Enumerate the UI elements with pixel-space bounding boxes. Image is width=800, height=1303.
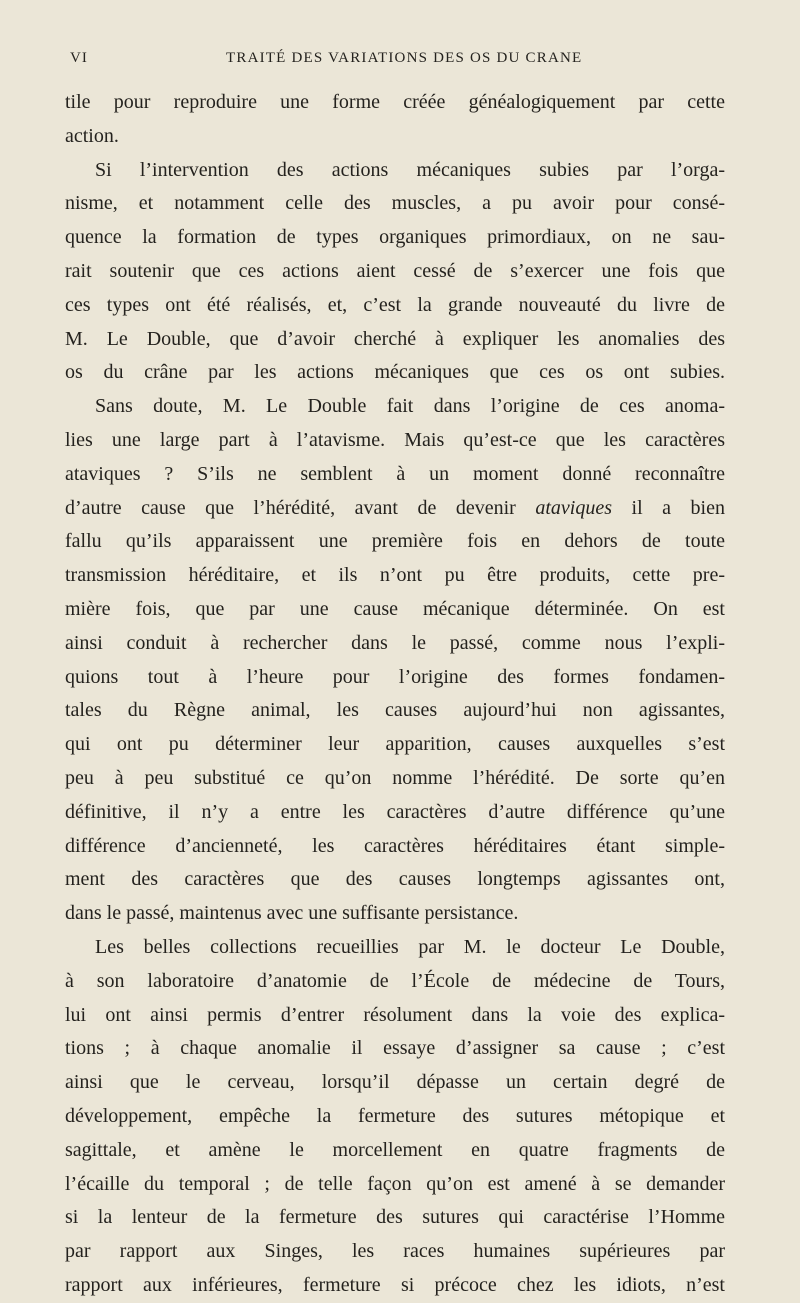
text-line: développement, empêche la fermeture des sutures métopique et	[65, 1104, 725, 1127]
text-segment: il a bien	[612, 496, 725, 519]
text-line: action.	[65, 124, 119, 147]
text-line: dans le passé, maintenus avec une suffisante persistance.	[65, 902, 519, 925]
text-line: ainsi que le cerveau, lorsqu’il dépasse un certain degré de	[65, 1071, 725, 1094]
text-line: sagittale, et amène le morcellement en quatre fragments de	[65, 1138, 725, 1161]
text-line: Les belles collections recueillies par M. le docteur Le Double,	[95, 935, 725, 958]
text-line: Si l’intervention des actions mécaniques subies par l’orga-	[95, 158, 725, 181]
text-line: mière fois, que par une cause mécanique déterminée. On est	[65, 597, 725, 620]
text-line: os du crâne par les actions mécaniques que ces os ont subies.	[65, 361, 725, 384]
text-line: lui ont ainsi permis d’entrer résolument dans la voie des explica-	[65, 1003, 725, 1026]
text-line: à son laboratoire d’anatomie de l’École de médecine de Tours,	[65, 969, 725, 992]
text-line	[65, 492, 725, 526]
text-line: l’écaille du temporal ; de telle façon qu’on est amené à se demander	[65, 1172, 725, 1195]
text-line: rapport aux inférieures, fermeture si précoce chez les idiots, n’est	[65, 1273, 725, 1296]
text-line: rait soutenir que ces actions aient cessé de s’exercer une fois que	[65, 259, 725, 282]
text-line: fallu qu’ils apparaissent une première fois en dehors de toute	[65, 530, 725, 553]
page-header	[70, 50, 718, 74]
text-line: ment des caractères que des causes longtemps agissantes ont,	[65, 868, 725, 891]
text-line: Sans doute, M. Le Double fait dans l’origine de ces anoma-	[95, 395, 725, 418]
text-line: nisme, et notamment celle des muscles, a pu avoir pour consé-	[65, 192, 725, 215]
text-line: quence la formation de types organiques primordiaux, on ne sau-	[65, 226, 725, 249]
body-text	[65, 86, 725, 1303]
text-line: définitive, il n’y a entre les caractères d’autre différence qu’une	[65, 800, 725, 823]
text-line: transmission héréditaire, et ils n’ont pu être produits, cette pre-	[65, 564, 725, 587]
text-line: qui ont pu déterminer leur apparition, causes auxquelles s’est	[65, 733, 725, 756]
page-number: VI	[70, 50, 88, 66]
text-line: peu à peu substitué ce qu’on nomme l’hérédité. De sorte qu’en	[65, 766, 725, 789]
text-line: tales du Règne animal, les causes aujourd’hui non agissantes,	[65, 699, 725, 722]
text-line: quions tout à l’heure pour l’origine des formes fondamen-	[65, 665, 725, 688]
text-line: différence d’ancienneté, les caractères héréditaires étant simple-	[65, 834, 725, 857]
text-line: tile pour reproduire une forme créée généalogiquement par cette	[65, 91, 725, 113]
text-line: si la lenteur de la fermeture des sutures qui caractérise l’Homme	[65, 1206, 725, 1229]
text-line: M. Le Double, que d’avoir cherché à expliquer les anomalies des	[65, 327, 725, 350]
text-line: par rapport aux Singes, les races humaines supérieures par	[65, 1240, 725, 1263]
running-title: TRAITÉ DES VARIATIONS DES OS DU CRANE	[226, 50, 583, 66]
text-line: lies une large part à l’atavisme. Mais qu’est-ce que les caractères	[65, 428, 725, 451]
text-line: ataviques ? S’ils ne semblent à un moment donné reconnaître	[65, 462, 725, 485]
text-line: ainsi conduit à rechercher dans le passé, comme nous l’expli-	[65, 631, 725, 654]
text-line: tions ; à chaque anomalie il essaye d’assigner sa cause ; c’est	[65, 1037, 725, 1060]
text-line: ces types ont été réalisés, et, c’est la grande nouveauté du livre de	[65, 293, 725, 316]
text-segment: d’autre cause que l’hérédité, avant de devenir	[65, 496, 536, 519]
italic-word: ataviques	[535, 496, 612, 519]
